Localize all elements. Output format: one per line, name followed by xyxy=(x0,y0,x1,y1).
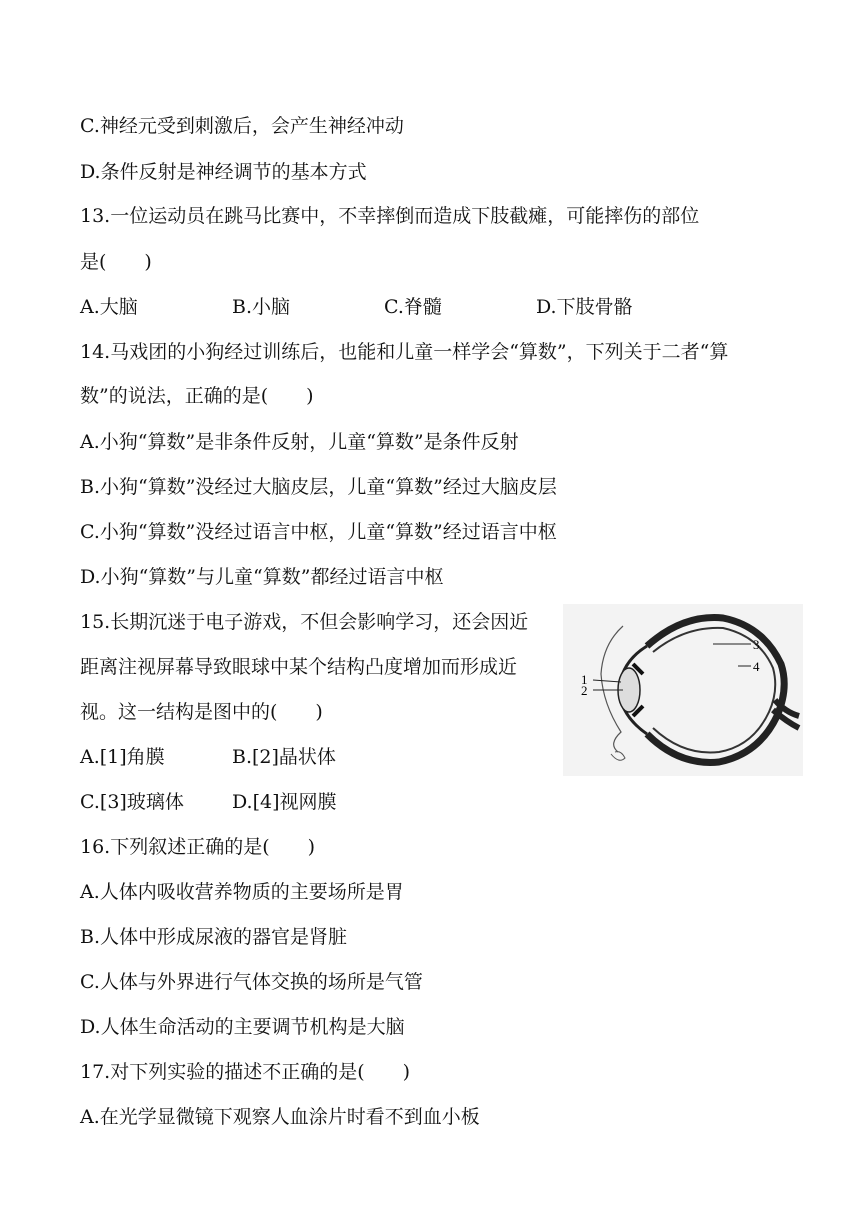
q13-option-d: D.下肢骨骼 xyxy=(536,296,633,318)
q13-stem-line-1: 13.一位运动员在跳马比赛中，不幸摔倒而造成下肢截瘫，可能摔伤的部位 xyxy=(80,205,700,227)
label-1: 1 xyxy=(581,672,588,687)
label-2: 2 xyxy=(581,683,588,698)
label-3: 3 xyxy=(753,637,760,652)
q16-stem: 16.下列叙述正确的是( ) xyxy=(80,836,316,858)
q13-option-c: C.脊髓 xyxy=(384,296,442,318)
q16-option-b: B.人体中形成尿液的器官是肾脏 xyxy=(80,926,348,948)
q15-option-a: A.[1]角膜 xyxy=(80,746,165,768)
q14-option-c: C.小狗“算数”没经过语言中枢，儿童“算数”经过语言中枢 xyxy=(80,521,557,543)
q12-option-d: D.条件反射是神经调节的基本方式 xyxy=(80,161,367,183)
q15-stem-line-3: 视。这一结构是图中的( ) xyxy=(80,701,323,723)
q14-option-a: A.小狗“算数”是非条件反射，儿童“算数”是条件反射 xyxy=(80,431,519,453)
q13-option-b: B.小脑 xyxy=(232,296,291,318)
q14-option-d: D.小狗“算数”与儿童“算数”都经过语言中枢 xyxy=(80,566,444,588)
q15-option-b: B.[2]晶状体 xyxy=(232,746,336,768)
q13-option-a: A.大脑 xyxy=(80,296,138,318)
q16-option-a: A.人体内吸收营养物质的主要场所是胃 xyxy=(80,881,404,903)
q15-stem-line-1: 15.长期沉迷于电子游戏，不但会影响学习，还会因近 xyxy=(80,611,529,633)
label-4: 4 xyxy=(753,659,760,674)
eye-diagram xyxy=(563,604,803,776)
q17-stem: 17.对下列实验的描述不正确的是( ) xyxy=(80,1061,411,1083)
q13-stem-line-2: 是( ) xyxy=(80,251,152,273)
q14-stem-line-2: 数”的说法，正确的是( ) xyxy=(80,385,314,407)
q15-option-d: D.[4]视网膜 xyxy=(232,791,337,813)
q16-option-d: D.人体生命活动的主要调节机构是大脑 xyxy=(80,1016,405,1038)
q12-option-c: C.神经元受到刺激后，会产生神经冲动 xyxy=(80,115,404,137)
q15-option-c: C.[3]玻璃体 xyxy=(80,791,184,813)
q17-option-a: A.在光学显微镜下观察人血涂片时看不到血小板 xyxy=(80,1106,480,1128)
q14-stem-line-1: 14.马戏团的小狗经过训练后，也能和儿童一样学会“算数”，下列关于二者“算 xyxy=(80,341,729,363)
q16-option-c: C.人体与外界进行气体交换的场所是气管 xyxy=(80,971,423,993)
q14-option-b: B.小狗“算数”没经过大脑皮层，儿童“算数”经过大脑皮层 xyxy=(80,476,557,498)
q15-stem-line-2: 距离注视屏幕导致眼球中某个结构凸度增加而形成近 xyxy=(80,656,518,678)
